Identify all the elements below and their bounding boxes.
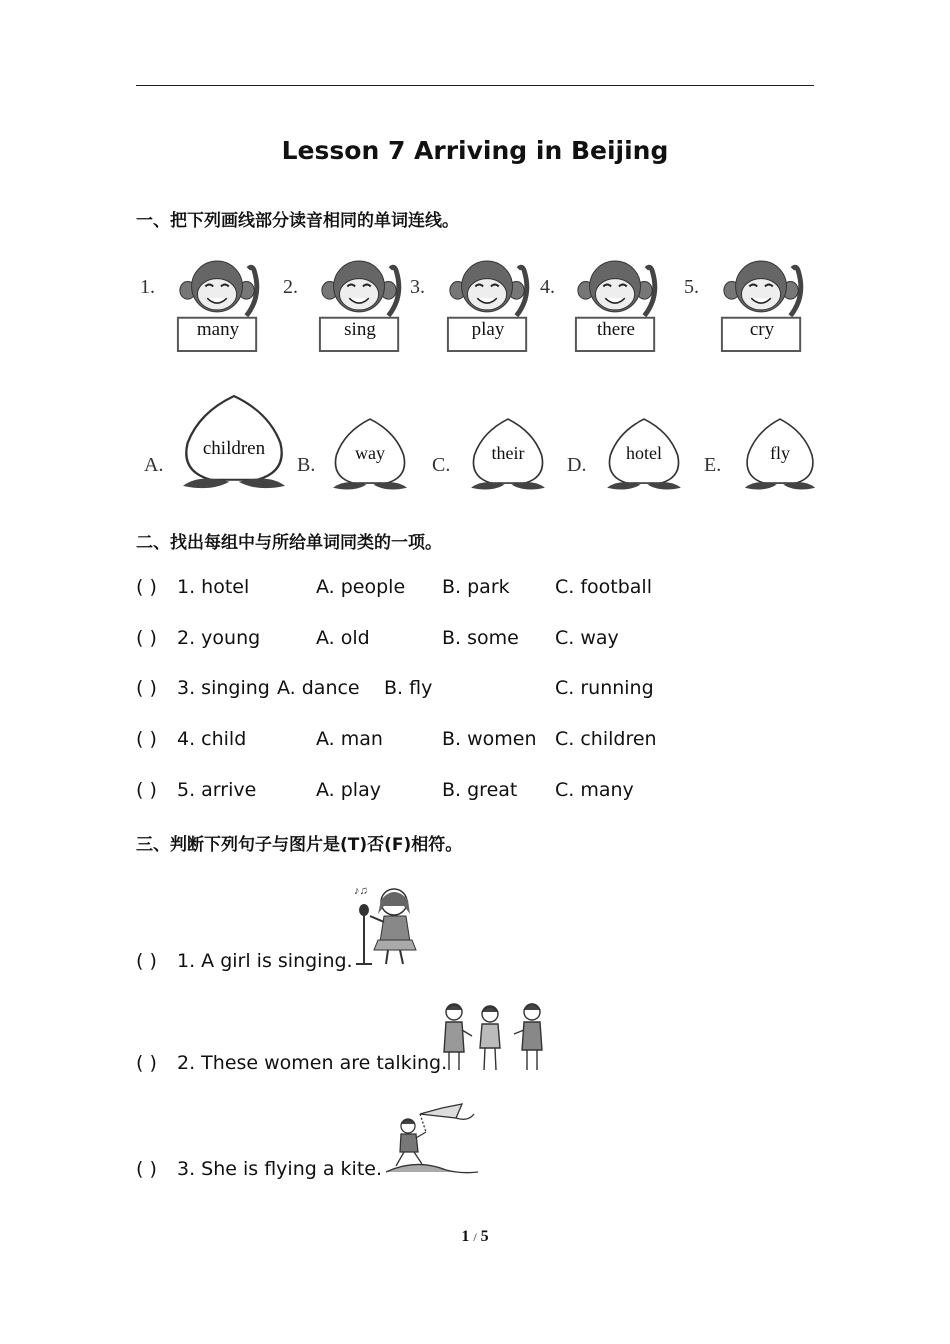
monkey-word: cry	[749, 319, 775, 340]
judge-text: 1. A girl is singing.	[177, 950, 353, 972]
peach-letter: E.	[704, 454, 722, 476]
section2-heading: 二、找出每组中与所给单词同类的一项。	[136, 533, 442, 553]
peach-word: their	[491, 443, 525, 463]
option-c[interactable]: C. running	[555, 677, 654, 699]
answer-blank[interactable]: ( )	[136, 1052, 157, 1074]
monkey-card	[444, 256, 534, 356]
option-b[interactable]: B. women	[442, 728, 537, 750]
peach-word: hotel	[626, 443, 662, 463]
section3-heading: 三、判断下列句子与图片是(T)否(F)相符。	[136, 835, 463, 855]
monkey-card	[718, 256, 808, 356]
page-number: 1 / 5	[461, 1228, 489, 1245]
answer-blank[interactable]: ( )	[136, 677, 157, 699]
answer-blank[interactable]: ( )	[136, 950, 157, 972]
peach-word: fly	[770, 443, 790, 463]
peach-letter: B.	[297, 454, 316, 476]
question-word: 4. child	[177, 728, 247, 750]
option-a[interactable]: A. play	[316, 779, 381, 801]
peach-word: children	[202, 438, 266, 459]
option-a[interactable]: A. man	[316, 728, 383, 750]
monkey-number: 5.	[684, 276, 699, 298]
answer-blank[interactable]: ( )	[136, 627, 157, 649]
option-a[interactable]: A. people	[316, 576, 406, 598]
monkey-word: many	[196, 319, 240, 340]
monkey-card	[572, 256, 662, 356]
question-word: 3. singing	[177, 677, 270, 699]
monkey-card	[174, 256, 264, 356]
peach-letter: A.	[144, 454, 164, 476]
option-b[interactable]: B. some	[442, 627, 519, 649]
svg-text:♪♫: ♪♫	[354, 885, 368, 897]
header-rule	[136, 85, 814, 86]
monkey-word: play	[471, 319, 505, 340]
monkey-word: there	[597, 319, 635, 340]
question-word: 5. arrive	[177, 779, 257, 801]
monkey-card	[316, 256, 406, 356]
option-b[interactable]: B. great	[442, 779, 518, 801]
peach-word: way	[355, 443, 385, 463]
option-c[interactable]: C. children	[555, 728, 657, 750]
monkey-word: sing	[344, 319, 376, 340]
answer-blank[interactable]: ( )	[136, 576, 157, 598]
option-b[interactable]: B. fly	[384, 677, 433, 699]
monkey-number: 4.	[540, 276, 555, 298]
monkey-number: 1.	[140, 276, 155, 298]
peach-letter: C.	[432, 454, 451, 476]
option-c[interactable]: C. many	[555, 779, 634, 801]
answer-blank[interactable]: ( )	[136, 1158, 157, 1180]
question-word: 1. hotel	[177, 576, 250, 598]
section1-heading: 一、把下列画线部分读音相同的单词连线。	[136, 211, 459, 231]
monkey-number: 2.	[283, 276, 298, 298]
option-c[interactable]: C. way	[555, 627, 619, 649]
option-a[interactable]: A. old	[316, 627, 370, 649]
option-b[interactable]: B. park	[442, 576, 510, 598]
singing-girl-image	[348, 880, 420, 968]
page-title: Lesson 7 Arriving in Beijing	[281, 136, 669, 165]
answer-blank[interactable]: ( )	[136, 728, 157, 750]
answer-blank[interactable]: ( )	[136, 779, 157, 801]
option-a[interactable]: A. dance	[277, 677, 360, 699]
option-c[interactable]: C. football	[555, 576, 652, 598]
judge-text: 2. These women are talking.	[177, 1052, 448, 1074]
talking-women-image	[438, 1000, 550, 1072]
judge-text: 3. She is flying a kite.	[177, 1158, 382, 1180]
peach-letter: D.	[567, 454, 587, 476]
monkey-number: 3.	[410, 276, 425, 298]
kite-flying-image	[386, 1102, 478, 1176]
question-word: 2. young	[177, 627, 261, 649]
